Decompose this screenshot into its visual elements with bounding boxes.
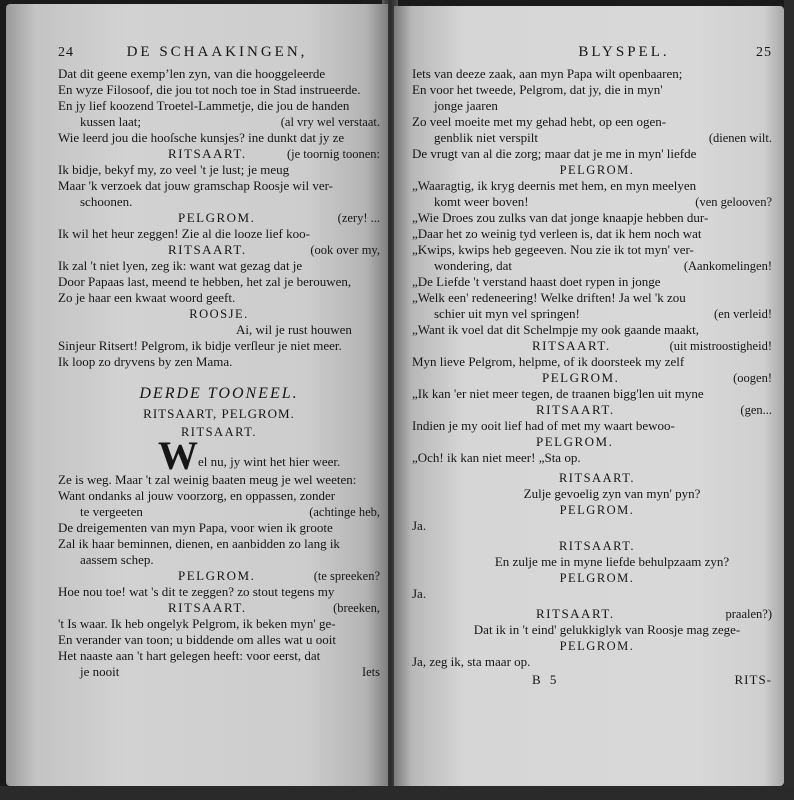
text-line: De vrugt van al die zorg; maar dat je me in myn' liefde (412, 146, 697, 161)
speaker-line: PELGROM. (oogen! (412, 370, 772, 386)
text-line: Zal ik haar beminnen, dienen, en aanbidden zo lang ik (58, 536, 340, 551)
text-line: jonge jaaren (434, 98, 498, 113)
speaker-name: RITSAART. (558, 539, 636, 553)
left-page (6, 4, 388, 786)
text-line: „De Liefde 't verstand haast doet rypen in jonge (412, 274, 661, 289)
page-number: 25 (755, 45, 772, 60)
text-line: „Welk een' redeneering! Welke driften! Ja wel 'k zou (412, 290, 686, 305)
speaker-name: RITSAART. (180, 425, 258, 439)
speaker-name: RITSAART. (168, 600, 247, 615)
text-line: Hoe nou toe! wat 's dit te zeggen? zo stout tegens my (58, 584, 335, 599)
speaker-name: RITSAART. (536, 402, 615, 417)
speaker-name: RITSAART. (168, 242, 247, 257)
catchword: RITS- (734, 672, 772, 687)
page-number: 24 (58, 45, 74, 60)
text-line: „Och! ik kan niet meer! „Sta op. (412, 450, 581, 465)
text-line: Door Papaas last, meend te hebben, het zal je berouwen, (58, 274, 352, 289)
speaker-line (412, 434, 772, 450)
text-line: Wie leerd jou die hooſsche kunsjes? ine dunkt dat jy ze (58, 130, 345, 145)
text-line: En voor het tweede, Pelgrom, dat jy, die in myn' (412, 82, 663, 97)
text-line: Zo veel moeite met my gehad hebt, op een ogen- (412, 114, 667, 129)
right-page (394, 6, 784, 786)
dropcap-letter: W (158, 433, 198, 478)
speaker-line: RITSAART. (ook over my, (58, 242, 380, 258)
speaker-line: RITSAART. (je toornig toonen: (58, 146, 380, 162)
speaker-line: RITSAART. (breeken, (58, 600, 380, 616)
text-line: Ai, wil je rust houwen (236, 322, 352, 337)
text-line: kussen laat; (al vry wel verstaat. (80, 114, 380, 129)
text-line: aassem schep. (80, 552, 154, 567)
text-line: En verander van toon; u biddende om alles wat u ooit (58, 632, 336, 647)
text-line: Dat ik in 't eind' gelukkiglyk van Roosje mag zege- (473, 622, 741, 637)
text-line: „Waaragtig, ik kryg deernis met hem, en myn meelyen (412, 178, 697, 193)
running-head: DE SCHAAKINGEN, (126, 44, 308, 60)
background-edge-bottom (0, 786, 794, 800)
scene-title: DERDE TOONEEL. (139, 385, 299, 402)
speaker-name: PELGROM. (536, 434, 614, 449)
speaker-name: RITSAART. (558, 471, 636, 485)
text-line: Ik zal 't niet lyen, zeg ik: want wat gezag dat je (58, 258, 303, 273)
speaker-line: PELGROM. (zery! ... (58, 210, 380, 226)
text-line: Indien je my ooit lief had of met my waart bewoo- (412, 418, 675, 433)
text-line: schier uit myn vel springen! (en verleid! (434, 306, 772, 321)
speaker-line: RITSAART. (gen... (412, 402, 772, 418)
text-line: „Ik kan 'er niet meer tegen, de traanen bigg'len uit myne (412, 386, 704, 401)
text-line: „Wie Droes zou zulks van dat jonge knaapje hebben dur- (412, 210, 709, 225)
dropcap-line (58, 433, 380, 478)
text-line: En wyze Filosoof, die jou tot noch toe in Stad instrueerde. (58, 82, 361, 97)
text-line: Zulje gevoelig zyn van myn' pyn? (523, 486, 701, 501)
speaker-name: PELGROM. (559, 503, 635, 517)
text-line: Iets van deeze zaak, aan myn Papa wilt openbaaren; (412, 66, 683, 81)
speaker-name: PELGROM. (559, 163, 635, 177)
text-line: De dreigementen van myn Papa, voor wien ik groote (58, 520, 333, 535)
speaker-name: RITSAART. (532, 338, 611, 353)
text-line: Want ondanks al jouw voorzorg, en oppassen, zonder (58, 488, 336, 503)
text-line: Ja. (412, 518, 427, 533)
text-line: Ze is weg. Maar 't zal weinig baaten meug je wel weeten: (58, 472, 357, 487)
text-line: Maar 'k verzoek dat jouw gramschap Roosje wil ver- (58, 178, 333, 193)
speaker-name: PELGROM. (178, 210, 256, 225)
text-line: je nooit Iets (80, 664, 380, 679)
speaker-line: PELGROM. (te spreeken? (58, 568, 380, 584)
right-page-text (412, 6, 772, 690)
catchword: Iets (361, 665, 380, 679)
speaker-name: PELGROM. (542, 370, 620, 385)
speaker-line: RITSAART. (uit mistroostigheid! (412, 338, 772, 354)
text-line: schoonen. (80, 194, 133, 209)
running-head: BLYSPEL. (578, 44, 670, 60)
text-line: Ik wil het heur zeggen! Zie al die looze lief koo- (58, 226, 310, 241)
text-line: Myn lieve Pelgrom, helpme, of ik doorsteek my zelf (412, 354, 685, 369)
text-line: komt weer boven! (ven gelooven? (434, 194, 772, 209)
text-line: 't Is waar. Ik heb ongelyk Pelgrom, ik beken myn' ge- (58, 616, 336, 631)
text-line: Ik loop zo dryvens by zen Mama. (58, 354, 233, 369)
right-page-header (412, 44, 772, 66)
text-line: te vergeeten (achtinge heb, (80, 504, 380, 519)
text-line: En jy lief koozend Troetel-Lammetje, die jou de handen (58, 98, 350, 113)
page-footer (412, 672, 772, 690)
text-line: el nu, jy wint het hier weer. (198, 454, 341, 469)
text-line: Ik bidje, bekyf my, zo veel 't je lust; je meug (58, 162, 290, 177)
text-line: wondering, dat (Aankomelingen! (434, 258, 772, 273)
background-edge (784, 0, 794, 800)
speaker-name: RITSAART. (536, 606, 615, 621)
text-line: Ja, zeg ik, sta maar op. (412, 654, 531, 669)
scene-cast: RITSAART, PELGROM. (143, 406, 295, 421)
signature-mark: B 5 (532, 672, 560, 687)
text-line: genblik niet verspilt (dienen wilt. (434, 130, 772, 145)
left-page-header (58, 44, 380, 66)
speaker-name: PELGROM. (559, 639, 635, 653)
text-line: „Kwips, kwips heb gegeeven. Nou zie ik tot myn' ver- (412, 242, 694, 257)
text-line: „Want ik voel dat dit Schelmpje my ook gaande maakt, (412, 322, 700, 337)
speaker-name: PELGROM. (559, 571, 635, 585)
speaker-line: RITSAART. praalen?) (412, 606, 772, 622)
text-line: En zulje me in myne liefde behulpzaam zyn? (494, 554, 730, 569)
text-line: Dat dit geene exempʼlen zyn, van die hooggeleerde (58, 66, 326, 81)
left-page-text (58, 4, 380, 680)
speaker-name: PELGROM. (178, 568, 256, 583)
text-line: „Daar het zo weinig tyd verleen is, dat ik hem noch wat (412, 226, 702, 241)
speaker-name: RITSAART. (168, 146, 247, 161)
text-line: Sinjeur Ritsert! Pelgrom, ik bidje verſleur je niet meer. (58, 338, 342, 353)
text-line: Het naaste aan 't hart gelegen heeft: voor eerst, dat (58, 648, 321, 663)
speaker-name: ROOSJE. (189, 307, 249, 321)
text-line: Ja. (412, 586, 427, 601)
text-line: Zo je haar een kwaat woord geeft. (58, 290, 236, 305)
